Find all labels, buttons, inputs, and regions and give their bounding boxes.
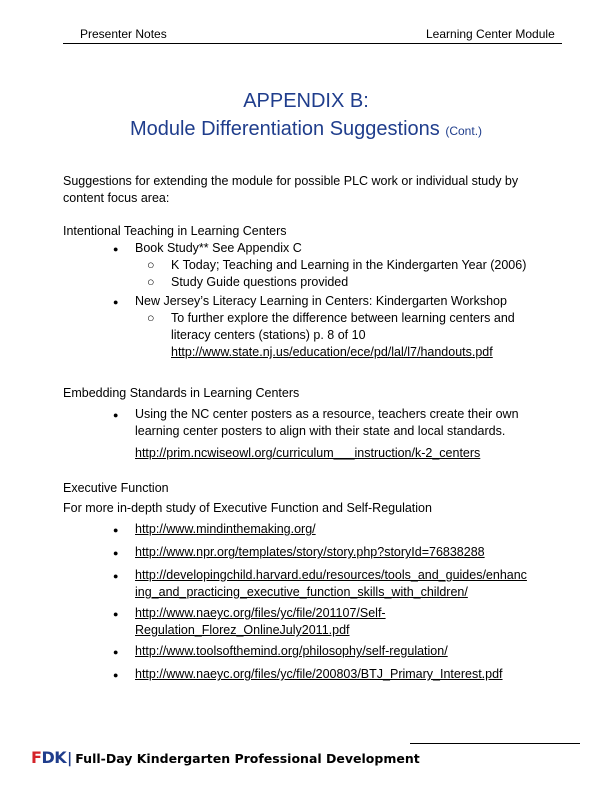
bullet-icon: ● — [113, 244, 119, 254]
list-item: Study Guide questions provided — [171, 275, 349, 289]
list-item-continued: literacy centers (stations) p. 8 of 10 — [171, 328, 366, 342]
naeyc-self-regulation-link[interactable]: http://www.naeyc.org/files/yc/file/201107/Self- — [135, 606, 386, 620]
naeyc-self-regulation-link-continued[interactable]: Regulation_Florez_OnlineJuly2011.pdf — [135, 623, 350, 637]
page-subtitle-main: Module Differentiation Suggestions — [129, 118, 440, 140]
header-right-label: Learning Center Module — [426, 27, 555, 41]
fdk-footer-logo — [31, 748, 420, 767]
bullet-icon: ● — [113, 670, 119, 680]
intro-line-2: content focus area: — [63, 191, 170, 205]
page-subtitle-cont: (Cont.) — [445, 124, 483, 138]
section-heading-embedding-standards: Embedding Standards in Learning Centers — [63, 386, 300, 400]
bullet-icon: ● — [113, 410, 119, 420]
circle-bullet-icon: ○ — [147, 275, 155, 289]
bullet-icon: ● — [113, 525, 119, 535]
footer-divider — [410, 743, 580, 744]
list-item: Using the NC center posters as a resource, teachers create their own — [135, 407, 519, 421]
list-item: To further explore the difference between learning centers and — [171, 311, 515, 325]
mindinthemaking-link[interactable]: http://www.mindinthemaking.org/ — [135, 522, 316, 536]
footer-org-name: Full-Day Kindergarten Professional Development — [75, 751, 420, 766]
list-item: K Today; Teaching and Learning in the Kindergarten Year (2006) — [171, 258, 527, 272]
bullet-icon: ● — [113, 548, 119, 558]
circle-bullet-icon: ○ — [147, 311, 155, 325]
bullet-icon: ● — [113, 297, 119, 307]
page-title: APPENDIX B: — [243, 90, 369, 112]
naeyc-btj-primary-interest-link[interactable]: http://www.naeyc.org/files/yc/file/200803/BTJ_Primary_Interest.pdf — [135, 667, 503, 681]
list-item: New Jersey’s Literacy Learning in Centers: Kindergarten Workshop — [135, 294, 507, 308]
bullet-icon: ● — [113, 571, 119, 581]
bullet-icon: ● — [113, 647, 119, 657]
section-subheading: For more in-depth study of Executive Function and Self-Regulation — [63, 501, 432, 515]
ncwiseowl-centers-link[interactable]: http://prim.ncwiseowl.org/curriculum___instruction/k-2_centers — [135, 446, 481, 460]
section-heading-intentional-teaching: Intentional Teaching in Learning Centers — [63, 224, 287, 238]
toolsofthemind-link[interactable]: http://www.toolsofthemind.org/philosophy/self-regulation/ — [135, 644, 448, 658]
list-item: Book Study** See Appendix C — [135, 241, 302, 255]
section-heading-executive-function: Executive Function — [63, 481, 169, 495]
harvard-developingchild-link[interactable]: http://developingchild.harvard.edu/resources/tools_and_guides/enhanc — [135, 568, 527, 582]
circle-bullet-icon: ○ — [147, 258, 155, 272]
bullet-icon: ● — [113, 609, 119, 619]
fdk-logo-mark: FDK — [31, 748, 67, 767]
page-subtitle — [0, 118, 612, 141]
npr-story-link[interactable]: http://www.npr.org/templates/story/story.php?storyId=76838288 — [135, 545, 485, 559]
header-left-label: Presenter Notes — [80, 27, 167, 41]
nj-handouts-link[interactable]: http://www.state.nj.us/education/ece/pd/lal/l7/handouts.pdf — [171, 345, 493, 359]
logo-separator: | — [67, 751, 73, 767]
header-divider — [63, 43, 562, 44]
harvard-developingchild-link-continued[interactable]: ing_and_practicing_executive_function_skills_with_children/ — [135, 585, 468, 599]
intro-line-1: Suggestions for extending the module for possible PLC work or individual study by — [63, 174, 519, 188]
list-item-continued: learning center posters to align with their state and local standards. — [135, 424, 506, 438]
